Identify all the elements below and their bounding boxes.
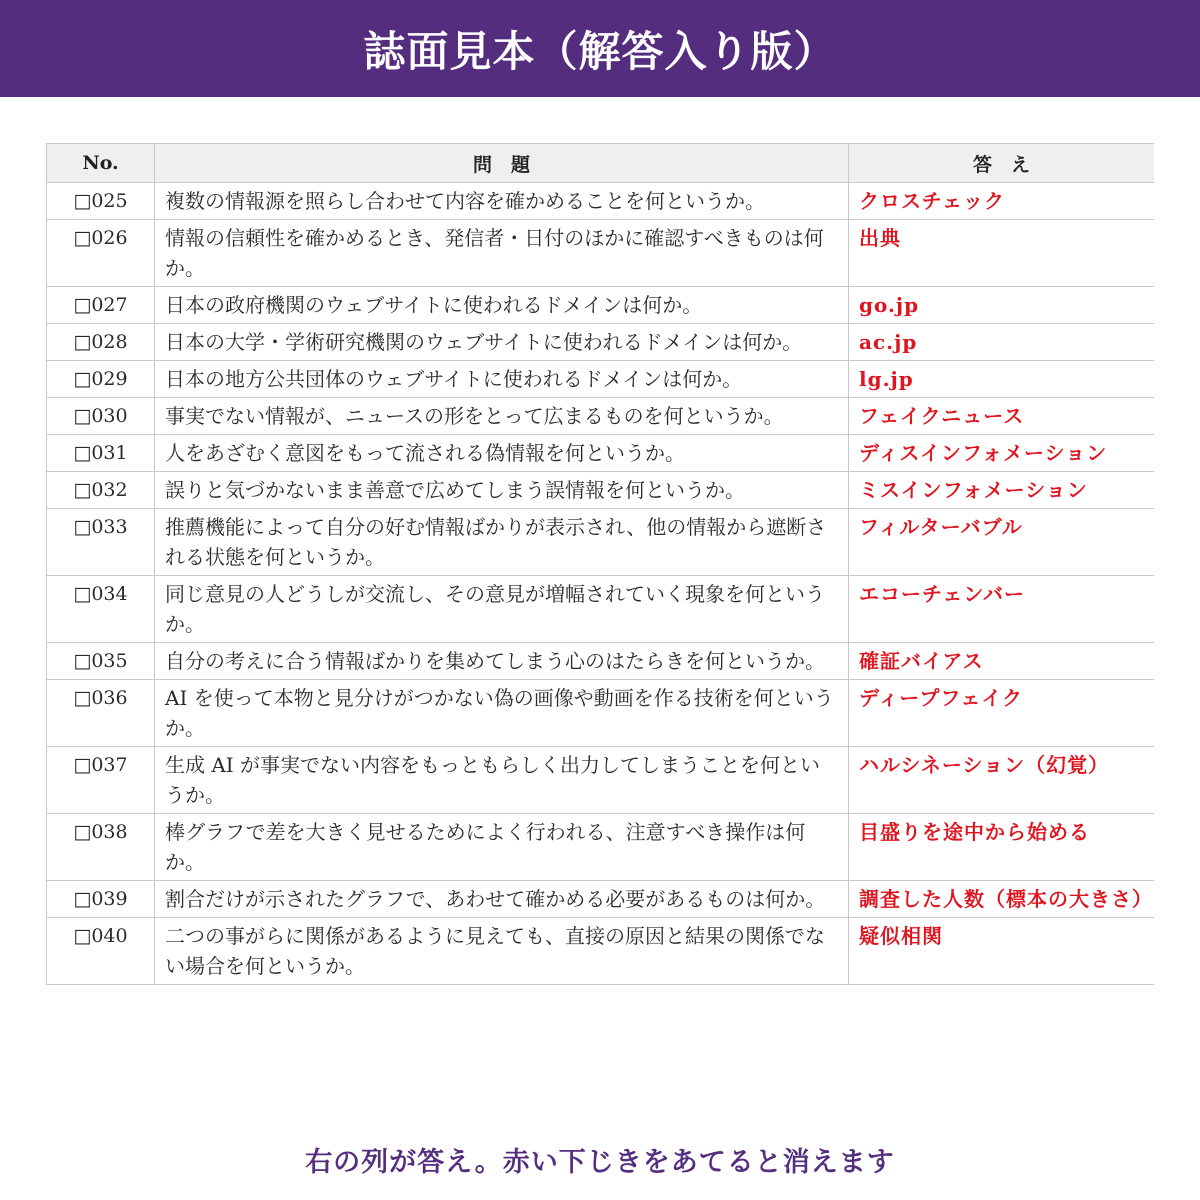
- question-text: 生成 AI が事実でない内容をもっともらしく出力してしまうことを何というか。: [155, 747, 849, 814]
- table-row: [47, 472, 1155, 509]
- answer-text: ディスインフォメーション: [849, 435, 1155, 472]
- table-row: [47, 881, 1155, 918]
- table-row: [47, 509, 1155, 576]
- qa-table-container: [46, 143, 1154, 1125]
- question-number: □040: [47, 918, 155, 985]
- question-number: □030: [47, 398, 155, 435]
- question-number: □035: [47, 643, 155, 680]
- question-text: 複数の情報源を照らし合わせて内容を確かめることを何というか。: [155, 183, 849, 220]
- page-title: 誌面見本（解答入り版）: [363, 26, 837, 76]
- table-row: [47, 643, 1155, 680]
- question-text: 事実でない情報が、ニュースの形をとって広まるものを何というか。: [155, 398, 849, 435]
- column-header-question: 問 題: [155, 144, 849, 183]
- table-row: [47, 576, 1155, 643]
- question-text: 同じ意見の人どうしが交流し、その意見が増幅されていく現象を何というか。: [155, 576, 849, 643]
- answer-text: lg.jp: [849, 361, 1155, 398]
- question-number: □026: [47, 220, 155, 287]
- table-row: [47, 183, 1155, 220]
- question-number: □039: [47, 881, 155, 918]
- table-row: [47, 747, 1155, 814]
- question-text: 人をあざむく意図をもって流される偽情報を何というか。: [155, 435, 849, 472]
- answer-text: クロスチェック: [849, 183, 1155, 220]
- question-text: 日本の大学・学術研究機関のウェブサイトに使われるドメインは何か。: [155, 324, 849, 361]
- question-number: □038: [47, 814, 155, 881]
- table-row: [47, 220, 1155, 287]
- answer-text: エコーチェンバー: [849, 576, 1155, 643]
- question-text: AI を使って本物と見分けがつかない偽の画像や動画を作る技術を何というか。: [155, 680, 849, 747]
- answer-text: ディープフェイク: [849, 680, 1155, 747]
- question-text: 情報の信頼性を確かめるとき、発信者・日付のほかに確認すべきものは何か。: [155, 220, 849, 287]
- table-row: [47, 435, 1155, 472]
- table-row: [47, 324, 1155, 361]
- answer-text: 疑似相関: [849, 918, 1155, 985]
- question-number: □031: [47, 435, 155, 472]
- question-text: 二つの事がらに関係があるように見えても、直接の原因と結果の関係でない場合を何というか。: [155, 918, 849, 985]
- column-header-answer: 答 え: [849, 144, 1155, 183]
- question-number: □029: [47, 361, 155, 398]
- answer-text: ハルシネーション（幻覚）: [849, 747, 1155, 814]
- table-header-row: [47, 144, 1155, 183]
- question-text: 推薦機能によって自分の好む情報ばかりが表示され、他の情報から遮断される状態を何というか。: [155, 509, 849, 576]
- answer-text: 目盛りを途中から始める: [849, 814, 1155, 881]
- header-band: [0, 0, 1200, 97]
- question-number: □033: [47, 509, 155, 576]
- question-number: □028: [47, 324, 155, 361]
- answer-text: go.jp: [849, 287, 1155, 324]
- answer-text: ac.jp: [849, 324, 1155, 361]
- question-text: 誤りと気づかないまま善意で広めてしまう誤情報を何というか。: [155, 472, 849, 509]
- question-number: □036: [47, 680, 155, 747]
- question-number: □025: [47, 183, 155, 220]
- answer-text: ミスインフォメーション: [849, 472, 1155, 509]
- answer-text: 確証バイアス: [849, 643, 1155, 680]
- question-number: □027: [47, 287, 155, 324]
- answer-text: 調査した人数（標本の大きさ）: [849, 881, 1155, 918]
- column-header-no: No.: [47, 144, 155, 183]
- answer-text: フィルターバブル: [849, 509, 1155, 576]
- answer-text: フェイクニュース: [849, 398, 1155, 435]
- question-text: 自分の考えに合う情報ばかりを集めてしまう心のはたらきを何というか。: [155, 643, 849, 680]
- table-row: [47, 680, 1155, 747]
- question-number: □032: [47, 472, 155, 509]
- table-row: [47, 814, 1155, 881]
- table-row: [47, 918, 1155, 985]
- question-number: □037: [47, 747, 155, 814]
- answer-text: 出典: [849, 220, 1155, 287]
- question-text: 割合だけが示されたグラフで、あわせて確かめる必要があるものは何か。: [155, 881, 849, 918]
- question-text: 日本の政府機関のウェブサイトに使われるドメインは何か。: [155, 287, 849, 324]
- question-text: 棒グラフで差を大きく見せるためによく行われる、注意すべき操作は何か。: [155, 814, 849, 881]
- table-row: [47, 398, 1155, 435]
- footer-note: 右の列が答え。赤い下じきをあてると消えます: [305, 1147, 895, 1178]
- table-row: [47, 287, 1155, 324]
- qa-table: [46, 143, 1154, 985]
- question-text: 日本の地方公共団体のウェブサイトに使われるドメインは何か。: [155, 361, 849, 398]
- table-row: [47, 361, 1155, 398]
- question-number: □034: [47, 576, 155, 643]
